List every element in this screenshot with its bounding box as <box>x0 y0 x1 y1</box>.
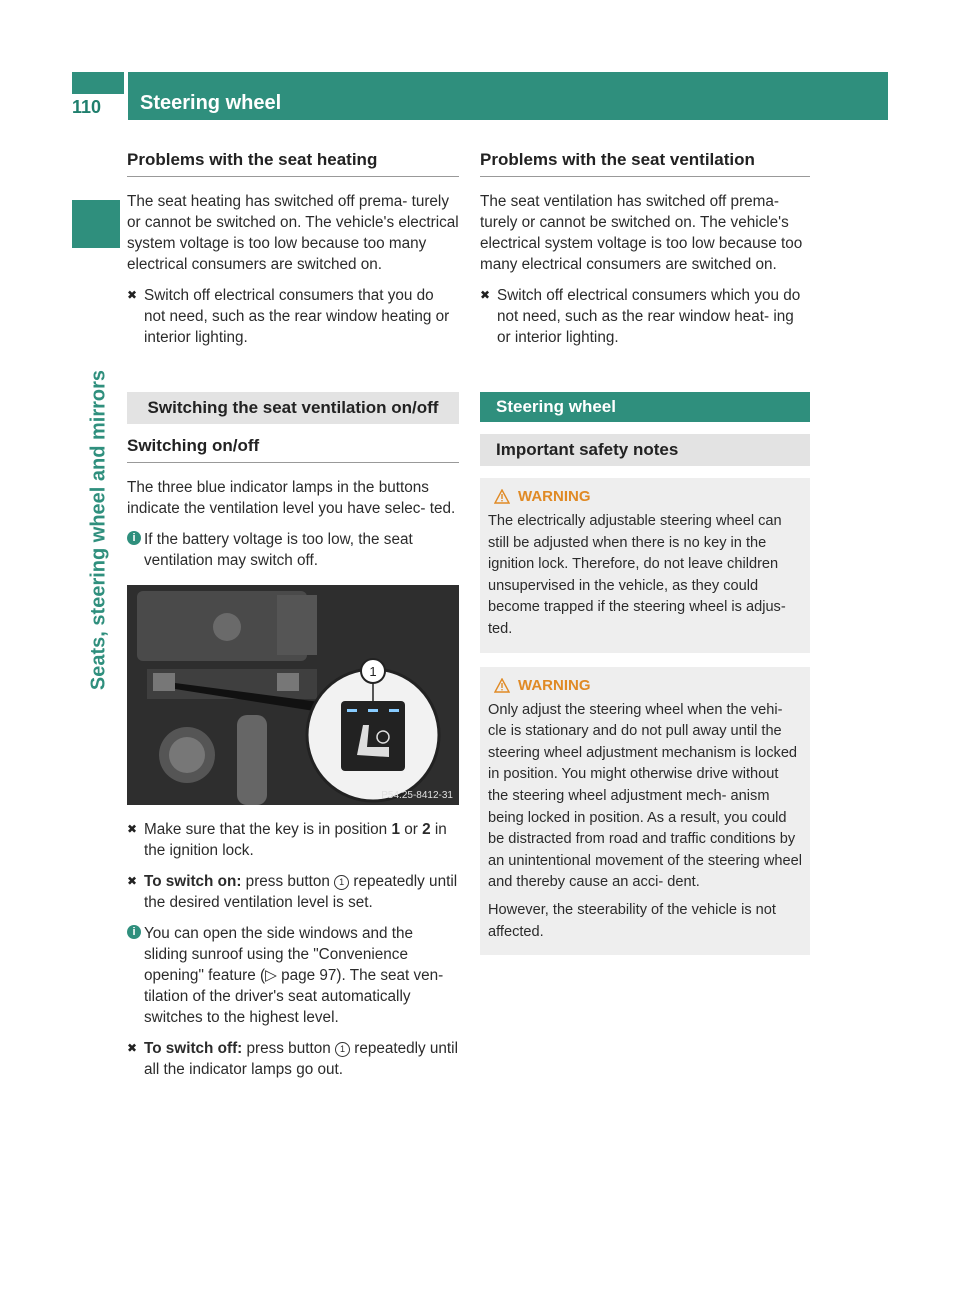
key-position-1: 1 <box>391 821 400 838</box>
warning-box <box>480 667 810 956</box>
callout-number: 1 <box>369 664 377 679</box>
step-item <box>127 1038 459 1080</box>
step-text: or <box>399 821 423 838</box>
warning-text: However, the steerability of the vehicle is not affected. <box>488 901 776 940</box>
warning-label: WARNING <box>518 488 591 505</box>
step-text: Switch off electrical consumers which you do not need, such as the rear window heat- ing or interior lighting. <box>497 287 801 346</box>
banner-steering-wheel: Steering wheel <box>480 392 810 422</box>
step-item <box>127 819 459 861</box>
info-note-text: You can open the side windows and the sliding sunroof using the "Convenience opening" feature ( <box>144 925 414 984</box>
warning-box <box>480 478 810 653</box>
step-item <box>480 285 810 348</box>
info-note <box>127 529 459 571</box>
console-illustration <box>127 585 459 805</box>
warning-label: WARNING <box>518 676 591 694</box>
arrow-right-icon: ✖ <box>480 288 491 302</box>
warning-triangle-icon <box>494 678 510 693</box>
button-callout-icon: 1 <box>334 875 349 890</box>
key-position-2: 2 <box>422 821 431 838</box>
step-text: in the ignition lock. <box>144 821 447 859</box>
step-item <box>127 285 459 348</box>
section-side-label <box>84 330 114 730</box>
arrow-right-icon: ✖ <box>127 822 138 836</box>
step-label-switch-off: To switch off: <box>144 1040 243 1057</box>
warning-text: The electrically adjustable steering wheel can still be adjusted when there is no key in the ignition lock. Therefore, do not leave children unsupervised in the vehicle, as they could become trapped if the steering wheel is adjus- ted. <box>488 513 786 637</box>
paragraph-seat-ventilation: The seat ventilation has switched off prema- turely or cannot be switched on. The vehicle's electrical system voltage is too low because too many electrical consumers are switched on. <box>480 193 803 273</box>
right-column <box>480 150 810 969</box>
step-text: repeatedly until all the indicator lamps go out. <box>144 1040 458 1078</box>
step-text: repeatedly until the desired ventilation level is set. <box>144 873 458 911</box>
banner-seat-ventilation: Switching the seat ventilation on/off <box>127 392 459 424</box>
warning-title <box>488 488 802 505</box>
arrow-right-icon: ✖ <box>127 1041 138 1055</box>
page-reference-link[interactable]: ▷ page 97 <box>265 967 337 984</box>
step-label-switch-on: To switch on: <box>144 873 242 890</box>
heading-seat-heating-problems: Problems with the seat heating <box>127 150 459 177</box>
step-item <box>127 871 459 913</box>
step-text: Switch off electrical consumers that you do not need, such as the rear window heating or interior lighting. <box>144 287 450 346</box>
warning-title <box>488 677 802 694</box>
figure-code: P54.25-8412-31 <box>381 790 453 801</box>
info-icon: i <box>127 925 141 939</box>
console-photo <box>127 585 459 805</box>
arrow-right-icon: ✖ <box>127 288 138 302</box>
warning-text: Only adjust the steering wheel when the vehi- cle is stationary and do not pull away until the steering wheel adjustment mechanism is locked in position. You might otherwise drive without the steering wheel adjustment mech- anism being locked in position. As a result, you could be distracted from road and traffic conditions by an unintentional movement of the steering wheel and thereby cause an acci- dent. <box>488 701 802 891</box>
heading-seat-ventilation-problems: Problems with the seat ventilation <box>480 150 810 177</box>
page-title: Steering wheel <box>140 92 282 114</box>
heading-switching-on-off: Switching on/off <box>127 436 459 463</box>
info-note-text: ). The seat ven- tilation of the driver's seat automatically switches to the highest level. <box>144 967 444 1026</box>
info-icon: i <box>127 531 141 545</box>
paragraph-indicator-lamps: The three blue indicator lamps in the buttons indicate the ventilation level you have selec- ted. <box>127 479 456 517</box>
warning-triangle-icon <box>494 489 510 504</box>
button-callout-icon: 1 <box>335 1042 350 1057</box>
paragraph-seat-heating: The seat heating has switched off prema- turely or cannot be switched on. The vehicle's electrical system voltage is too low because too many electrical consumers are switched on. <box>127 193 459 273</box>
section-tab-marker <box>72 200 120 248</box>
info-note-text: If the battery voltage is too low, the seat ventilation may switch off. <box>144 531 413 569</box>
page-number: 110 <box>72 94 124 120</box>
step-text: Make sure that the key is in position <box>144 821 392 838</box>
step-text: press button <box>242 1040 335 1057</box>
info-note <box>127 923 459 1028</box>
heading-important-safety-notes: Important safety notes <box>480 434 810 466</box>
left-column <box>127 150 459 1090</box>
arrow-right-icon: ✖ <box>127 874 138 888</box>
step-text: press button <box>241 873 335 890</box>
section-side-label-text: Seats, steering wheel and mirrors <box>87 369 110 691</box>
header-divider <box>124 72 128 120</box>
